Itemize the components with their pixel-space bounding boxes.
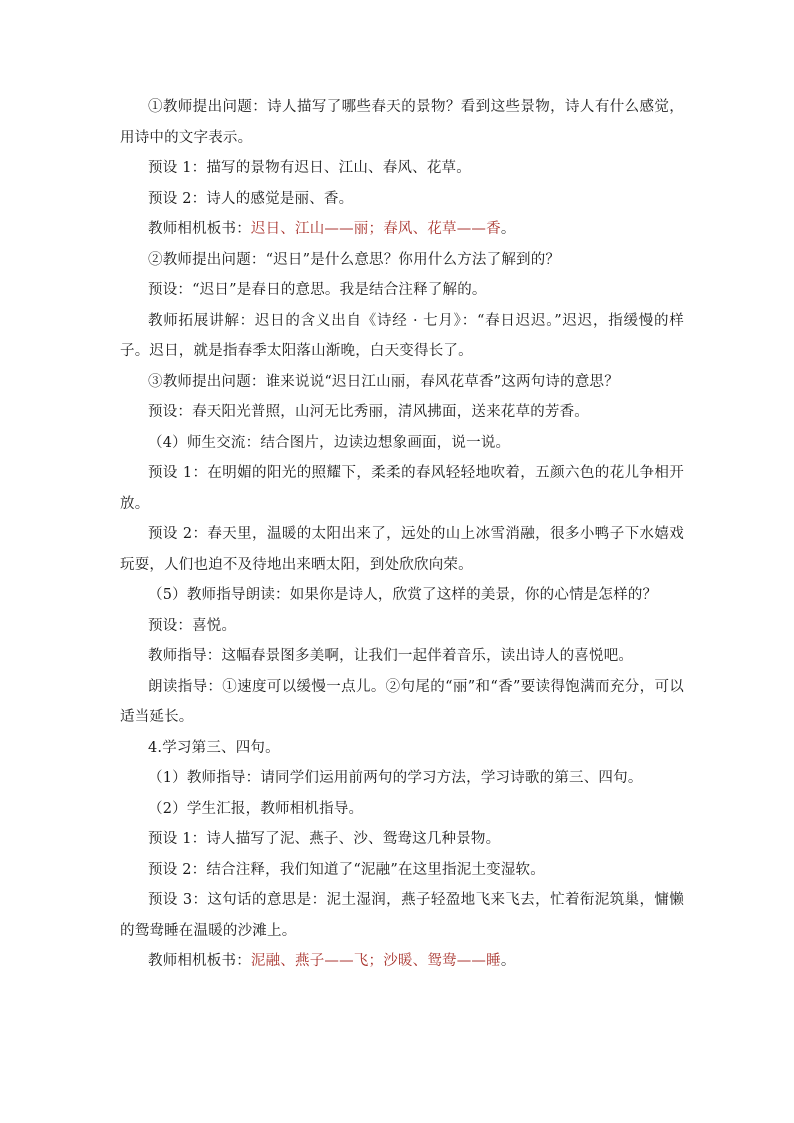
paragraph: 预设 2：春天里，温暖的太阳出来了，远处的山上冰雪消融，很多小鸭子下水嬉戏玩耍，人们也迫不及待地出来晒太阳，到处欣欣向荣。 xyxy=(120,526,684,573)
board-writing-red-text: 春风、花草——香 xyxy=(383,221,501,237)
paragraph: 预设：喜悦。 xyxy=(148,617,237,634)
paragraph: ③教师提出问题：谁来说说“迟日江山丽，春风花草香”这两句诗的意思？ xyxy=(148,373,619,390)
paragraph: 预设 1：在明媚的阳光的照耀下，柔柔的春风轻轻地吹着，五颜六色的花儿争相开放。 xyxy=(120,465,684,512)
paragraph: ①教师提出问题：诗人描写了哪些春天的景物？看到这些景物，诗人有什么感觉，用诗中的文字表示。 xyxy=(120,99,684,146)
board-writing-separator: ； xyxy=(368,221,384,237)
paragraph: ②教师提出问题：“迟日”是什么意思？你用什么方法了解到的？ xyxy=(148,251,561,268)
paragraph: 预设 1：描写的景物有迟日、江山、春风、花草。 xyxy=(148,160,471,176)
paragraph: 教师拓展讲解：迟日的含义出自《诗经 · 七月》：“春日迟迟。”迟迟，指缓慢的样子。迟日，就是指春季太阳落山渐晚，白天变得长了。 xyxy=(120,312,684,359)
board-writing-red-text: 泥融、燕子——飞 xyxy=(250,953,369,969)
section-heading: 4.学习第三、四句。 xyxy=(148,739,280,756)
paragraph: 教师指导：这幅春景图多美啊，让我们一起伴着音乐，读出诗人的喜悦吧。 xyxy=(148,648,634,664)
board-writing-red-text: 迟日、江山——丽 xyxy=(250,221,369,237)
paragraph: 预设 3：这句话的意思是：泥土湿润，燕子轻盈地飞来飞去，忙着衔泥筑巢，慵懒的鸳鸯睡在温暖的沙滩上。 xyxy=(120,892,684,939)
paragraph: 预设 2：结合注释，我们知道了“泥融”在这里指泥土变湿软。 xyxy=(148,861,545,878)
board-writing-end: 。 xyxy=(500,221,516,237)
paragraph: （4）师生交流：结合图片，边读边想象画面，说一说。 xyxy=(148,434,511,451)
board-writing-red-text: 沙暖、鸳鸯——睡 xyxy=(383,953,501,969)
paragraph: 预设 1：诗人描写了泥、燕子、沙、鸳鸯这几种景物。 xyxy=(148,831,501,847)
board-writing-prefix: 教师相机板书： xyxy=(148,221,251,237)
board-writing-paragraph xyxy=(120,946,684,977)
board-writing-separator: ； xyxy=(368,953,384,969)
paragraph: 预设：春天阳光普照，山河无比秀丽，清风拂面，送来花草的芳香。 xyxy=(148,404,589,420)
paragraph: （2）学生汇报，教师相机指导。 xyxy=(148,800,364,817)
paragraph: 朗读指导：①速度可以缓慢一点儿。②句尾的“丽”和“香”要读得饱满而充分，可以适当延长。 xyxy=(120,678,684,725)
paragraph: （1）教师指导：请同学们运用前两句的学习方法，学习诗歌的第三、四句。 xyxy=(148,770,643,786)
paragraph: 预设 2：诗人的感觉是丽、香。 xyxy=(148,190,354,207)
paragraph: （5）教师指导朗读：如果你是诗人，欣赏了这样的美景，你的心情是怎样的？ xyxy=(148,587,658,603)
paragraph: 预设：“迟日”是春日的意思。我是结合注释了解的。 xyxy=(148,282,487,298)
board-writing-end: 。 xyxy=(500,953,516,969)
board-writing-paragraph xyxy=(120,214,684,245)
board-writing-prefix: 教师相机板书： xyxy=(148,953,251,969)
